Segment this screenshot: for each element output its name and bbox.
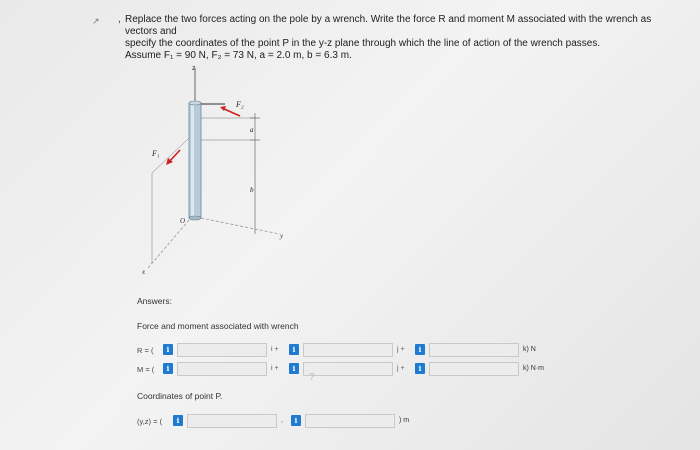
p-coordinate-row	[137, 414, 577, 432]
r-label: R = (	[137, 346, 154, 355]
m-sep-j: j +	[397, 365, 405, 372]
r-unit: k) N	[523, 346, 536, 353]
wrench-section-heading: Force and moment associated with wrench	[137, 321, 299, 331]
origin-label: O	[180, 217, 186, 225]
bullet-marker: ,	[118, 14, 121, 25]
pole	[189, 103, 201, 218]
m-x-info-icon[interactable]: i	[163, 363, 173, 374]
b-label: b	[250, 186, 254, 194]
r-vector-row	[137, 343, 577, 361]
problem-line-2: specify the coordinates of the point P in the y-z plane through which the line of action of the wrench passes.	[125, 38, 601, 49]
m-vector-row	[137, 362, 577, 380]
m-x-input[interactable]	[177, 362, 267, 376]
answers-heading: Answers:	[137, 296, 172, 306]
m-z-info-icon[interactable]: i	[415, 363, 425, 374]
r-x-input[interactable]	[177, 343, 267, 357]
x-axis-label: x	[142, 268, 146, 276]
p-y-info-icon[interactable]: i	[173, 415, 183, 426]
p-unit: ) m	[399, 417, 410, 424]
m-unit: k) N·m	[523, 365, 544, 372]
r-z-info-icon[interactable]: i	[415, 344, 425, 355]
m-sep-i: i +	[271, 365, 279, 372]
r-sep-j: j +	[397, 346, 405, 353]
f1-label: F₁	[152, 149, 160, 158]
x-axis	[148, 220, 189, 268]
pole-figure	[130, 58, 330, 288]
m-label: M = (	[137, 365, 155, 374]
p-sep-comma: ,	[281, 417, 283, 424]
problem-line-3: Assume F₁ = 90 N, F₂ = 73 N, a = 2.0 m, b = 6.3 m.	[125, 50, 352, 61]
p-label: (y,z) = (	[137, 417, 163, 426]
r-sep-i: i +	[271, 346, 279, 353]
problem-line-1: Replace the two forces acting on the pole by a wrench. Write the force R and moment M associated with the wrench as vectors and	[125, 14, 652, 37]
p-z-info-icon[interactable]: i	[291, 415, 301, 426]
problem-statement	[125, 14, 665, 62]
coordinates-heading: Coordinates of point P.	[137, 391, 223, 401]
p-y-input[interactable]	[187, 414, 277, 428]
p-z-input[interactable]	[305, 414, 395, 428]
pointer-icon: ↗	[92, 16, 100, 26]
y-axis	[201, 218, 280, 234]
r-y-info-icon[interactable]: i	[289, 344, 299, 355]
y-axis-label: y	[280, 232, 284, 240]
a-label: a	[250, 126, 254, 134]
m-y-input[interactable]	[303, 362, 393, 376]
f2-label: F₂	[236, 100, 244, 109]
r-x-info-icon[interactable]: i	[163, 344, 173, 355]
z-axis-label: z	[192, 65, 196, 72]
mouse-cursor-icon: ?	[309, 372, 315, 383]
r-z-input[interactable]	[429, 343, 519, 357]
m-y-info-icon[interactable]: i	[289, 363, 299, 374]
m-z-input[interactable]	[429, 362, 519, 376]
r-y-input[interactable]	[303, 343, 393, 357]
